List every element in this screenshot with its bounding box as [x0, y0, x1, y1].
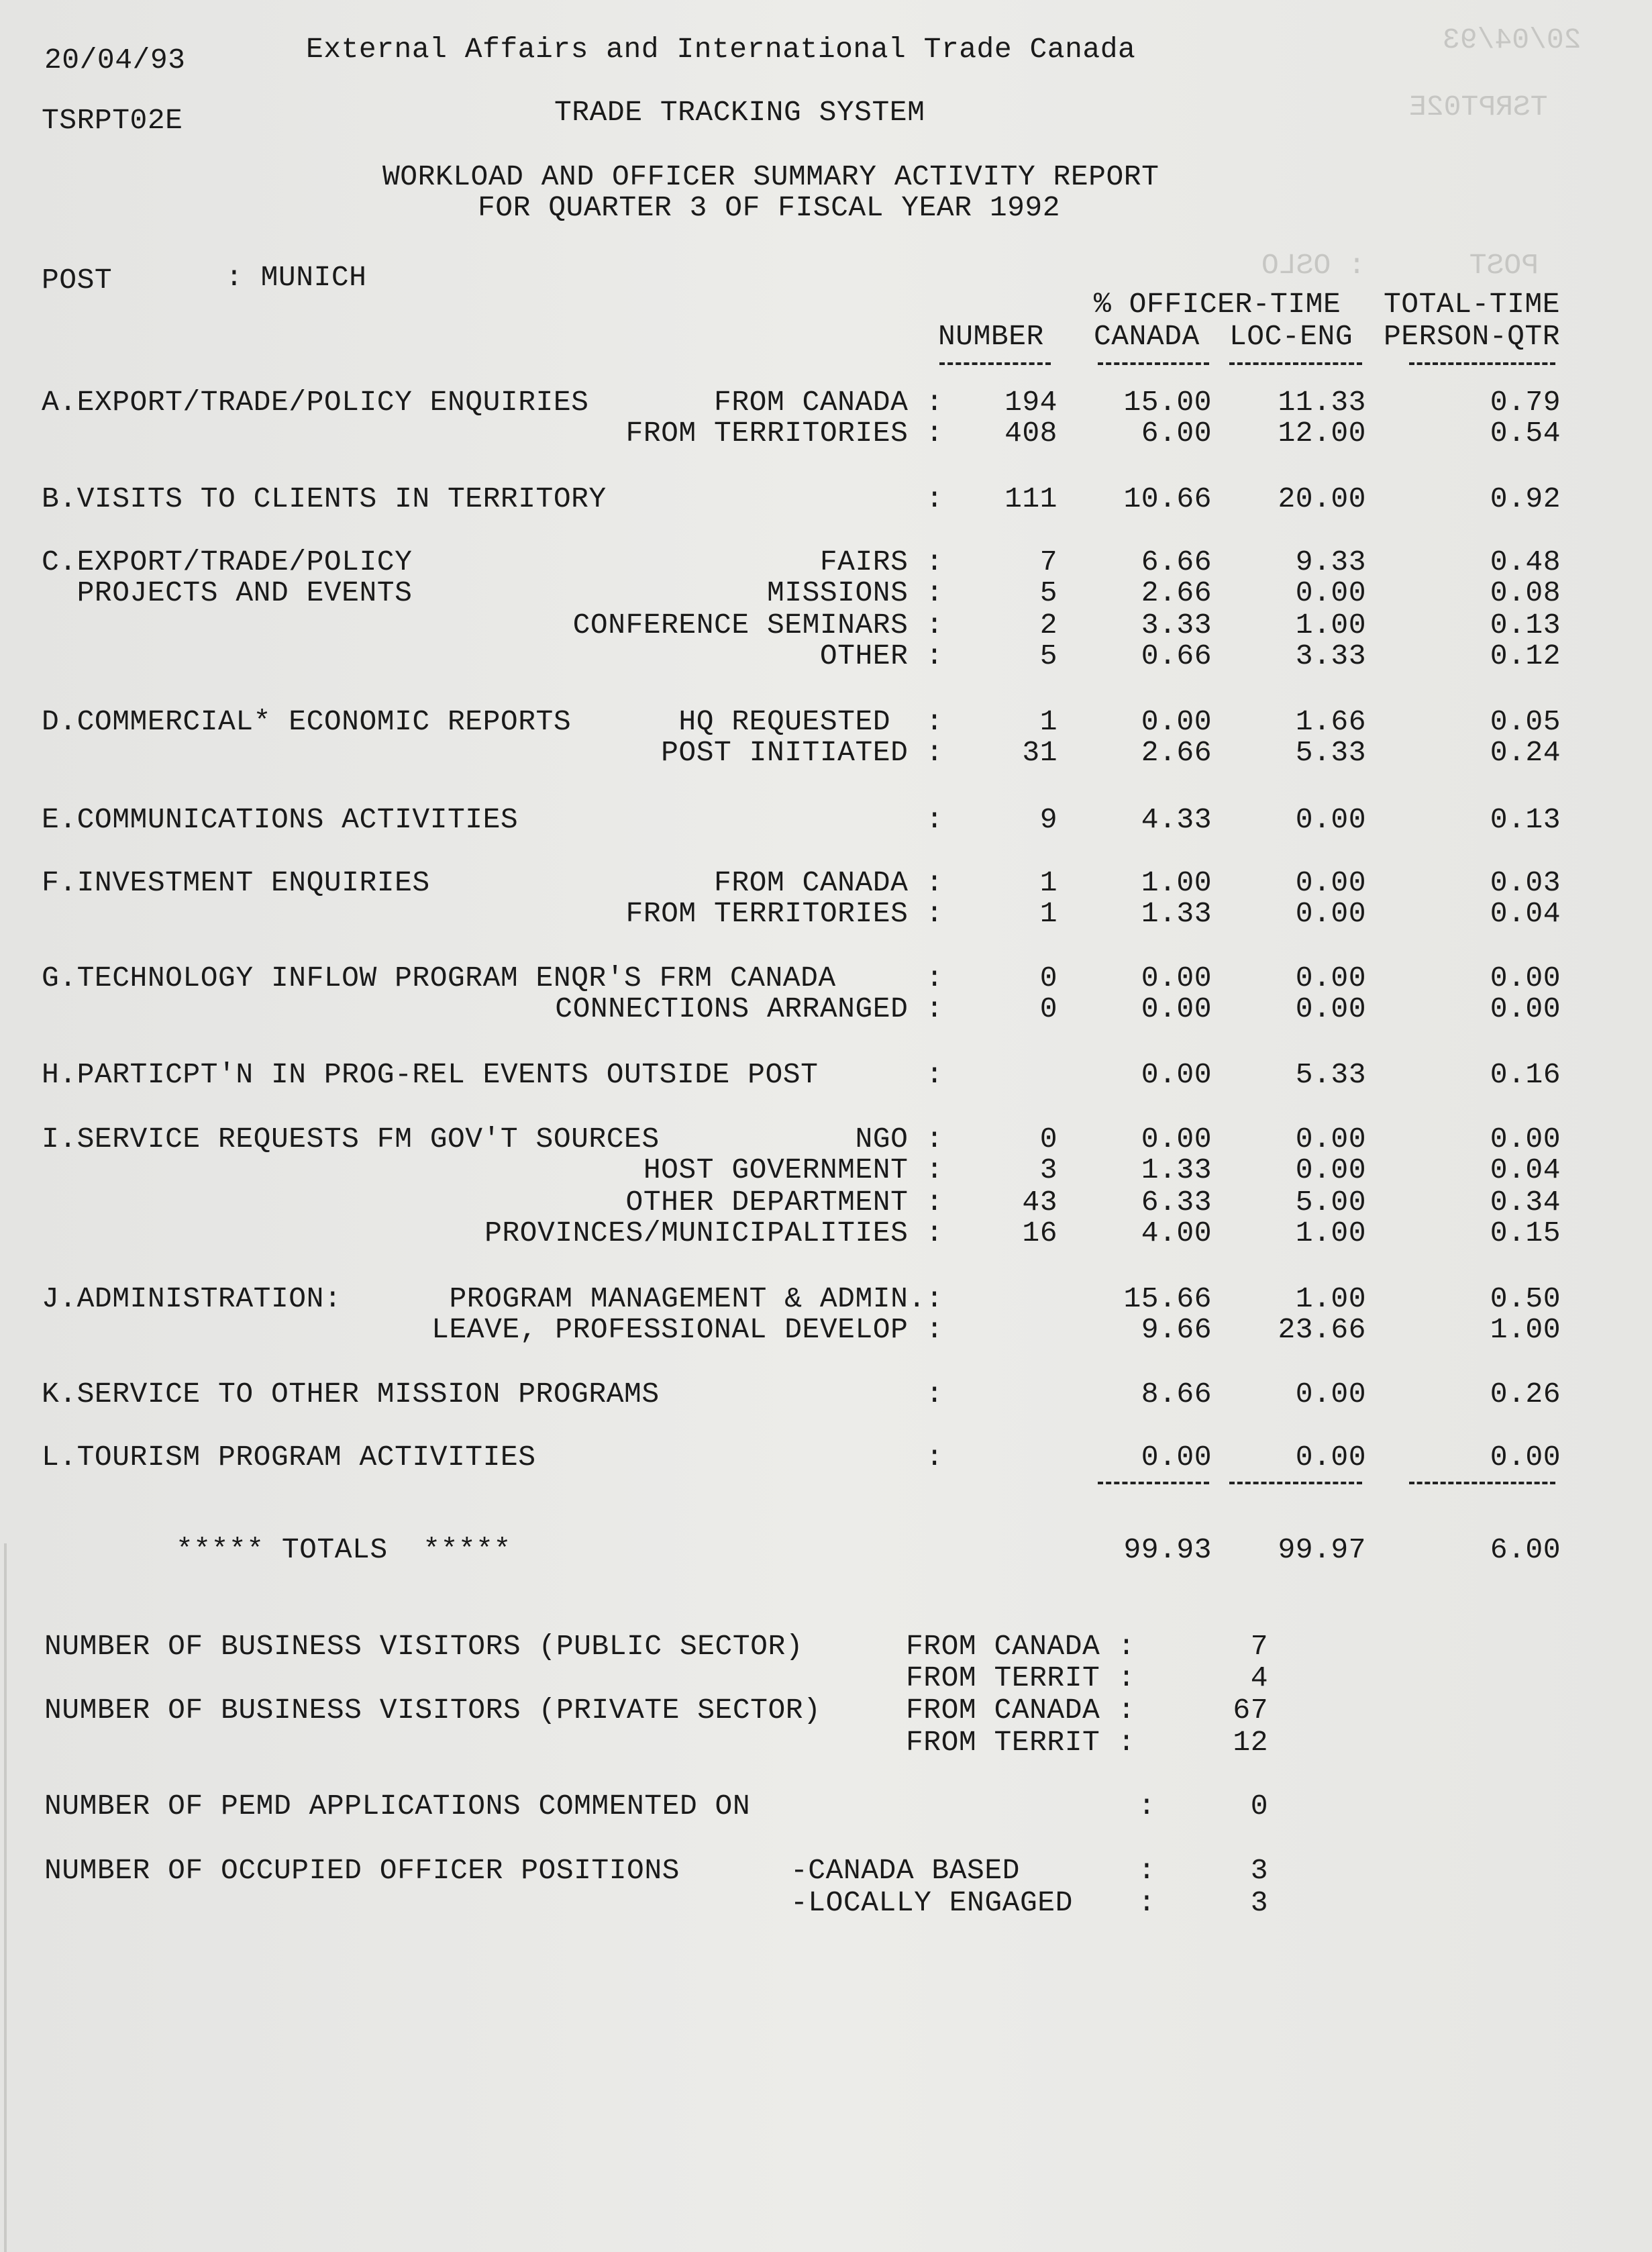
row-number: 111: [1004, 482, 1057, 515]
row-total: 0.79: [1490, 386, 1561, 419]
row-canada: 15.00: [1123, 386, 1212, 419]
locally-engaged-value: 3: [1250, 1886, 1268, 1919]
bv-private-from-canada: FROM CANADA :: [906, 1694, 1135, 1727]
row-canada: 0.66: [1141, 639, 1212, 672]
totals-canada: 99.93: [1123, 1533, 1212, 1566]
row-total: 1.00: [1490, 1313, 1561, 1346]
col-total-time: TOTAL-TIME: [1384, 288, 1561, 321]
row-total: 0.13: [1490, 609, 1561, 642]
officer-positions-label: NUMBER OF OCCUPIED OFFICER POSITIONS: [44, 1854, 680, 1887]
row-label: D.COMMERCIAL* ECONOMIC REPORTS: [42, 705, 572, 738]
row-canada: 15.66: [1123, 1282, 1212, 1315]
row-sublabel: POST INITIATED :: [661, 736, 943, 769]
header-rule-loceng: [1229, 362, 1362, 365]
row-label: C.EXPORT/TRADE/POLICY: [42, 546, 413, 578]
row-sublabel: CONFERENCE SEMINARS :: [572, 609, 943, 642]
row-label: E.COMMUNICATIONS ACTIVITIES: [42, 803, 519, 836]
row-number: 0: [1039, 962, 1057, 994]
totals-label: ***** TOTALS *****: [176, 1533, 511, 1566]
row-loceng: 0.00: [1295, 803, 1366, 836]
pemd-colon: :: [1138, 1790, 1156, 1823]
row-label: B.VISITS TO CLIENTS IN TERRITORY: [42, 482, 607, 515]
row-total: 0.26: [1490, 1378, 1561, 1411]
totals-rule-loceng: [1229, 1482, 1362, 1484]
bv-public-canada-value: 7: [1250, 1630, 1268, 1663]
row-canada: 9.66: [1141, 1313, 1212, 1346]
row-canada: 0.00: [1141, 705, 1212, 738]
row-loceng: 0.00: [1295, 866, 1366, 899]
locally-engaged-colon: :: [1138, 1886, 1156, 1919]
row-canada: 10.66: [1123, 482, 1212, 515]
row-total: 0.34: [1490, 1186, 1561, 1219]
row-number: 1: [1039, 866, 1057, 899]
row-number: 194: [1004, 386, 1057, 419]
row-sublabel: PROGRAM MANAGEMENT & ADMIN.:: [449, 1282, 943, 1315]
row-loceng: 0.00: [1295, 1154, 1366, 1186]
row-sublabel: :: [925, 962, 943, 994]
bv-public-territ-value: 4: [1250, 1661, 1268, 1694]
row-sublabel: OTHER DEPARTMENT :: [625, 1186, 943, 1219]
report-date: 20/04/93: [44, 44, 186, 76]
row-sublabel: :: [925, 1378, 943, 1411]
row-sublabel: :: [925, 803, 943, 836]
row-canada: 6.33: [1141, 1186, 1212, 1219]
system-name: TRADE TRACKING SYSTEM: [554, 96, 925, 129]
row-sublabel: MISSIONS :: [766, 576, 943, 609]
row-total: 0.16: [1490, 1058, 1561, 1091]
row-number: 0: [1039, 1123, 1057, 1156]
row-total: 0.04: [1490, 1154, 1561, 1186]
header-rule-total: [1409, 362, 1555, 365]
row-total: 0.04: [1490, 897, 1561, 930]
row-number: 0: [1039, 992, 1057, 1025]
row-sublabel: HQ REQUESTED :: [678, 705, 943, 738]
bv-private-territ-value: 12: [1233, 1726, 1268, 1759]
row-total: 0.00: [1490, 1123, 1561, 1156]
row-total: 0.54: [1490, 417, 1561, 450]
row-number: 43: [1022, 1186, 1057, 1219]
row-number: 5: [1039, 639, 1057, 672]
row-loceng: 5.33: [1295, 1058, 1366, 1091]
canada-based-value: 3: [1250, 1854, 1268, 1887]
row-sublabel: FAIRS :: [819, 546, 943, 578]
row-canada: 4.33: [1141, 803, 1212, 836]
row-canada: 0.00: [1141, 1123, 1212, 1156]
row-loceng: 1.00: [1295, 609, 1366, 642]
scan-edge: [4, 1543, 7, 2252]
row-number: 1: [1039, 705, 1057, 738]
col-loc-eng: LOC-ENG: [1229, 320, 1353, 353]
row-total: 0.00: [1490, 1441, 1561, 1474]
row-number: 9: [1039, 803, 1057, 836]
row-total: 0.15: [1490, 1217, 1561, 1249]
row-loceng: 0.00: [1295, 992, 1366, 1025]
ghost-post: POST : OSLO: [1261, 249, 1539, 282]
report-code: TSRPT02E: [42, 104, 183, 137]
pemd-value: 0: [1250, 1790, 1268, 1823]
row-loceng: 20.00: [1278, 482, 1366, 515]
row-sublabel: FROM TERRITORIES :: [625, 897, 943, 930]
row-canada: 0.00: [1141, 1058, 1212, 1091]
ghost-date: 20/04/93: [1443, 23, 1582, 56]
row-canada: 2.66: [1141, 576, 1212, 609]
row-total: 0.05: [1490, 705, 1561, 738]
row-number: 5: [1039, 576, 1057, 609]
row-canada: 8.66: [1141, 1378, 1212, 1411]
row-canada: 0.00: [1141, 962, 1212, 994]
bv-public-from-territ: FROM TERRIT :: [906, 1661, 1135, 1694]
row-canada: 0.00: [1141, 1441, 1212, 1474]
row-canada: 0.00: [1141, 992, 1212, 1025]
totals-total: 6.00: [1490, 1533, 1561, 1566]
row-label: J.ADMINISTRATION:: [42, 1282, 342, 1315]
row-loceng: 0.00: [1295, 576, 1366, 609]
bv-private-canada-value: 67: [1233, 1694, 1268, 1727]
row-label: H.PARTICPT'N IN PROG-REL EVENTS OUTSIDE POST: [42, 1058, 819, 1091]
row-loceng: 5.00: [1295, 1186, 1366, 1219]
bv-private-label: NUMBER OF BUSINESS VISITORS (PRIVATE SECTOR): [44, 1694, 821, 1727]
row-number: 31: [1022, 736, 1057, 769]
row-canada: 4.00: [1141, 1217, 1212, 1249]
col-number: NUMBER: [938, 320, 1044, 353]
row-loceng: 0.00: [1295, 962, 1366, 994]
post-label: POST: [42, 264, 113, 297]
bv-private-from-territ: FROM TERRIT :: [906, 1726, 1135, 1759]
row-total: 0.50: [1490, 1282, 1561, 1315]
row-canada: 6.66: [1141, 546, 1212, 578]
row-total: 0.13: [1490, 803, 1561, 836]
row-canada: 1.33: [1141, 1154, 1212, 1186]
row-sublabel: LEAVE, PROFESSIONAL DEVELOP :: [431, 1313, 943, 1346]
ghost-code: TSRPT02E: [1409, 91, 1548, 123]
row-total: 0.12: [1490, 639, 1561, 672]
row-label: L.TOURISM PROGRAM ACTIVITIES: [42, 1441, 536, 1474]
row-sublabel: HOST GOVERNMENT :: [643, 1154, 943, 1186]
row-total: 0.03: [1490, 866, 1561, 899]
row-number: 1: [1039, 897, 1057, 930]
row-number: 2: [1039, 609, 1057, 642]
row-loceng: 11.33: [1278, 386, 1366, 419]
row-loceng: 0.00: [1295, 1378, 1366, 1411]
report-title-line1: WORKLOAD AND OFFICER SUMMARY ACTIVITY REPORT: [382, 160, 1159, 193]
header-rule-canada: [1098, 362, 1209, 365]
row-loceng: 1.00: [1295, 1282, 1366, 1315]
bv-public-from-canada: FROM CANADA :: [906, 1630, 1135, 1663]
row-label: F.INVESTMENT ENQUIRIES: [42, 866, 430, 899]
row-sublabel: :: [925, 1058, 943, 1091]
row-total: 0.00: [1490, 962, 1561, 994]
totals-rule-canada: [1098, 1482, 1209, 1484]
row-number: 408: [1004, 417, 1057, 450]
row-loceng: 12.00: [1278, 417, 1366, 450]
row-sublabel: FROM TERRITORIES :: [625, 417, 943, 450]
row-sublabel: CONNECTIONS ARRANGED :: [555, 992, 943, 1025]
row-number: 16: [1022, 1217, 1057, 1249]
row-loceng: 1.66: [1295, 705, 1366, 738]
row-canada: 6.00: [1141, 417, 1212, 450]
row-canada: 2.66: [1141, 736, 1212, 769]
row-sublabel: FROM CANADA :: [714, 866, 943, 899]
row-loceng: 1.00: [1295, 1217, 1366, 1249]
organization-name: External Affairs and International Trade Canada: [306, 33, 1136, 66]
row-canada: 1.00: [1141, 866, 1212, 899]
row-sublabel: PROVINCES/MUNICIPALITIES :: [484, 1217, 943, 1249]
row-total: 0.48: [1490, 546, 1561, 578]
row-number: 7: [1039, 546, 1057, 578]
row-total: 0.08: [1490, 576, 1561, 609]
row-total: 0.00: [1490, 992, 1561, 1025]
row-sublabel: NGO :: [855, 1123, 943, 1156]
row-canada: 1.33: [1141, 897, 1212, 930]
row-loceng: 0.00: [1295, 897, 1366, 930]
totals-loceng: 99.97: [1278, 1533, 1366, 1566]
row-label: G.TECHNOLOGY INFLOW PROGRAM ENQR'S FRM CANADA: [42, 962, 836, 994]
row-loceng: 0.00: [1295, 1441, 1366, 1474]
row-loceng: 5.33: [1295, 736, 1366, 769]
header-rule-number: [939, 362, 1051, 365]
row-sublabel: FROM CANADA :: [714, 386, 943, 419]
post-value: : MUNICH: [225, 261, 367, 294]
row-label: K.SERVICE TO OTHER MISSION PROGRAMS: [42, 1378, 660, 1411]
row-loceng: 3.33: [1295, 639, 1366, 672]
canada-based-label: -CANADA BASED: [790, 1854, 1020, 1887]
canada-based-colon: :: [1138, 1854, 1156, 1887]
row-loceng: 9.33: [1295, 546, 1366, 578]
row-loceng: 23.66: [1278, 1313, 1366, 1346]
bv-public-label: NUMBER OF BUSINESS VISITORS (PUBLIC SECTOR): [44, 1630, 804, 1663]
row-total: 0.24: [1490, 736, 1561, 769]
row-sublabel: :: [925, 1441, 943, 1474]
row-sublabel: :: [925, 482, 943, 515]
row-label: PROJECTS AND EVENTS: [42, 576, 413, 609]
row-label: I.SERVICE REQUESTS FM GOV'T SOURCES: [42, 1123, 660, 1156]
pemd-label: NUMBER OF PEMD APPLICATIONS COMMENTED ON: [44, 1790, 751, 1823]
row-number: 3: [1039, 1154, 1057, 1186]
row-sublabel: OTHER :: [819, 639, 943, 672]
row-total: 0.92: [1490, 482, 1561, 515]
row-loceng: 0.00: [1295, 1123, 1366, 1156]
row-label: A.EXPORT/TRADE/POLICY ENQUIRIES: [42, 386, 589, 419]
col-person-qtr: PERSON-QTR: [1384, 320, 1561, 353]
row-canada: 3.33: [1141, 609, 1212, 642]
report-title-line2: FOR QUARTER 3 OF FISCAL YEAR 1992: [478, 191, 1061, 224]
totals-rule-total: [1409, 1482, 1555, 1484]
col-pct-officer-time: % OFFICER-TIME: [1094, 288, 1341, 321]
col-canada: CANADA: [1094, 320, 1200, 353]
locally-engaged-label: -LOCALLY ENGAGED: [790, 1886, 1073, 1919]
